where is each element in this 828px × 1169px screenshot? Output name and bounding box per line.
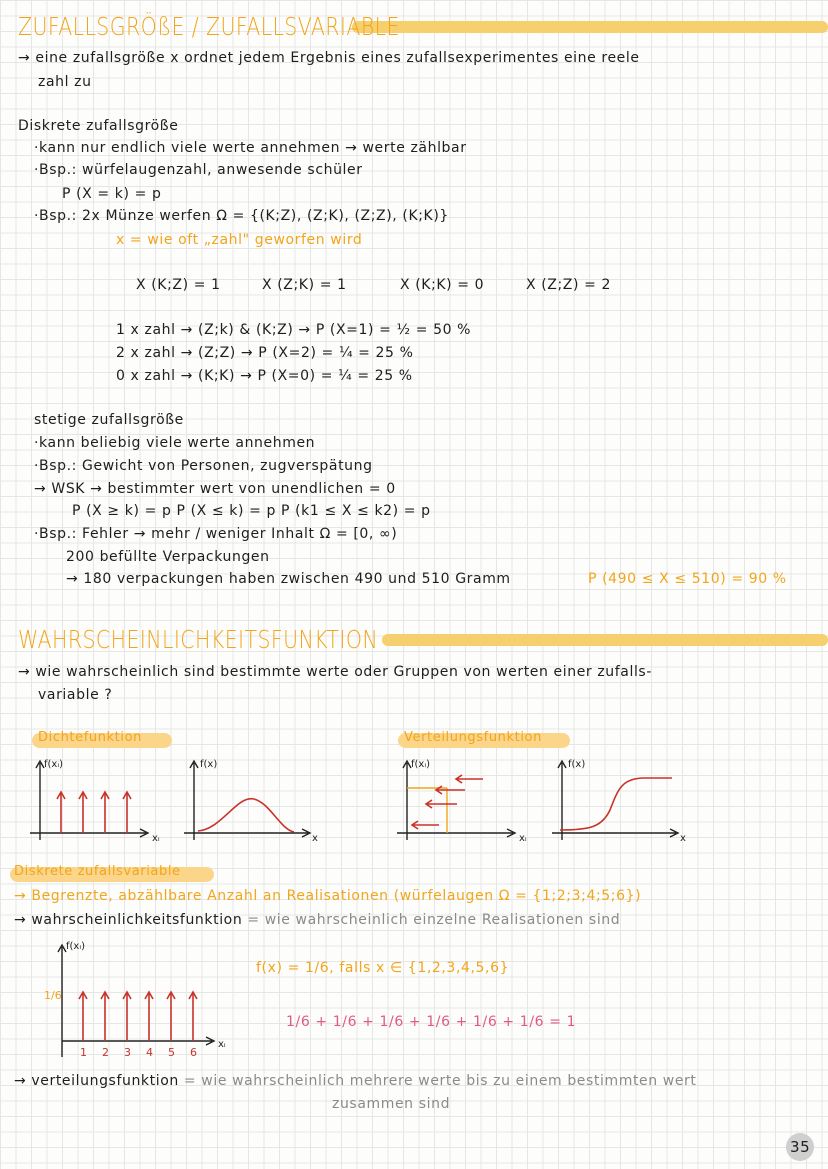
continuous-line-6: 200 befüllte Verpackungen	[66, 549, 270, 565]
graph-ytick: 1/6	[44, 989, 62, 1002]
discrete-variable-line-2	[14, 912, 620, 928]
label-distribution: Verteilungsfunktion	[404, 730, 542, 745]
discrete-line-3: P (X = k) = p	[62, 186, 162, 202]
continuous-line-2: ·Bsp.: Gewicht von Personen, zugverspätung	[34, 458, 373, 474]
definition-line-2: zahl zu	[38, 74, 92, 90]
continuous-heading: stetige zufallsgröße	[34, 412, 184, 428]
prob-line-1: 1 x zahl → (Z;k) & (K;Z) → P (X=1) = ½ = 50 %	[116, 322, 472, 338]
continuous-line-7: → 180 verpackungen haben zwischen 490 und 510 Gramm	[66, 571, 511, 587]
discrete-variable-line-4: zusammen sind	[332, 1096, 451, 1112]
x-tick-6: 6	[190, 1046, 197, 1059]
section-title-zufallsgroesse: ZUFALLSGRÖßE / ZUFALLSVARIABLE	[18, 12, 400, 41]
x-tick-3: 3	[124, 1046, 131, 1059]
axis-label-x-2: x	[680, 833, 686, 844]
prob-line-3: 0 x zahl → (K;K) → P (X=0) = ¼ = 25 %	[116, 368, 413, 384]
mapping-kz: X (K;Z) = 1	[136, 277, 221, 293]
axis-label-fx: f(x)	[200, 759, 218, 770]
axis-label-xi: xᵢ	[152, 833, 160, 844]
continuous-line-1: ·kann beliebig viele werte annehmen	[34, 435, 316, 451]
axis-label-xi-2: xᵢ	[519, 833, 527, 844]
term-verteilungsfunktion: → verteilungsfunktion	[14, 1073, 179, 1089]
graph-density-discrete	[28, 755, 178, 845]
x-tick-4: 4	[146, 1046, 153, 1059]
graph-distribution-discrete	[395, 755, 545, 845]
definition-verteilungsfunktion: = wie wahrscheinlich mehrere werte bis zu einem bestimmten wert	[178, 1073, 697, 1089]
heading-highlight-bar-2	[382, 634, 828, 646]
axis-label-x: x	[312, 833, 318, 844]
continuous-line-7-formula: P (490 ≤ X ≤ 510) = 90 %	[588, 571, 787, 587]
x-tick-2: 2	[102, 1046, 109, 1059]
discrete-variable-line-1: → Begrenzte, abzählbare Anzahl an Realisationen (würfelaugen Ω = {1;2;3;4;5;6})	[14, 888, 642, 904]
axis-label-fxi-2: f(xᵢ)	[411, 759, 431, 770]
discrete-heading: Diskrete zufallsgröße	[18, 118, 179, 134]
heading-highlight-bar	[352, 21, 828, 33]
x-tick-1: 1	[80, 1046, 87, 1059]
graph-die-probability	[40, 935, 230, 1065]
die-probability-formula: f(x) = 1/6, falls x ∈ {1,2,3,4,5,6}	[256, 960, 510, 976]
label-discrete-variable: Diskrete zufallsvariable	[14, 864, 181, 879]
axis-label-fx-2: f(x)	[568, 759, 586, 770]
graph-ylabel: f(xᵢ)	[66, 941, 86, 952]
discrete-line-4: ·Bsp.: 2x Münze werfen Ω = {(K;Z), (Z;K), (Z;Z), (K;K)}	[34, 208, 449, 224]
graph-density-continuous	[182, 755, 322, 845]
question-line-2: variable ?	[38, 687, 113, 703]
label-density: Dichtefunktion	[38, 730, 142, 745]
definition-wahrscheinlichkeitsfunktion: = wie wahrscheinlich einzelne Realisationen sind	[242, 912, 621, 928]
graph-distribution-continuous	[550, 755, 690, 845]
prob-line-2: 2 x zahl → (Z;Z) → P (X=2) = ¼ = 25 %	[116, 345, 414, 361]
discrete-variable-line-3	[14, 1073, 697, 1089]
continuous-line-5: ·Bsp.: Fehler → mehr / weniger Inhalt Ω = [0, ∞)	[34, 526, 398, 542]
discrete-line-2: ·Bsp.: würfelaugenzahl, anwesende schüler	[34, 162, 363, 178]
x-tick-5: 5	[168, 1046, 175, 1059]
mapping-kk: X (K;K) = 0	[400, 277, 485, 293]
section-title-wahrscheinlichkeitsfunktion: WAHRSCHEINLICHKEITSFUNKTION	[18, 625, 379, 654]
mapping-zz: X (Z;Z) = 2	[526, 277, 612, 293]
discrete-line-1: ·kann nur endlich viele werte annehmen → werte zählbar	[34, 140, 467, 156]
graph-xlabel: xᵢ	[218, 1039, 226, 1050]
discrete-line-5: x = wie oft „zahl" geworfen wird	[116, 232, 363, 248]
question-line-1: → wie wahrscheinlich sind bestimmte werte oder Gruppen von werten einer zufalls-	[18, 664, 652, 680]
continuous-line-3: → WSK → bestimmter wert von unendlichen = 0	[34, 481, 396, 497]
page-number: 35	[790, 1138, 811, 1156]
mapping-zk: X (Z;K) = 1	[262, 277, 347, 293]
axis-label-fxi: f(xᵢ)	[44, 759, 64, 770]
die-probability-sum: 1/6 + 1/6 + 1/6 + 1/6 + 1/6 + 1/6 = 1	[286, 1014, 577, 1030]
term-wahrscheinlichkeitsfunktion: → wahrscheinlichkeitsfunktion	[14, 912, 243, 928]
continuous-line-4: P (X ≥ k) = p P (X ≤ k) = p P (k1 ≤ X ≤ k2) = p	[72, 503, 431, 519]
definition-line-1: → eine zufallsgröße x ordnet jedem Ergebnis eines zufallsexperimentes eine reele	[18, 50, 640, 66]
